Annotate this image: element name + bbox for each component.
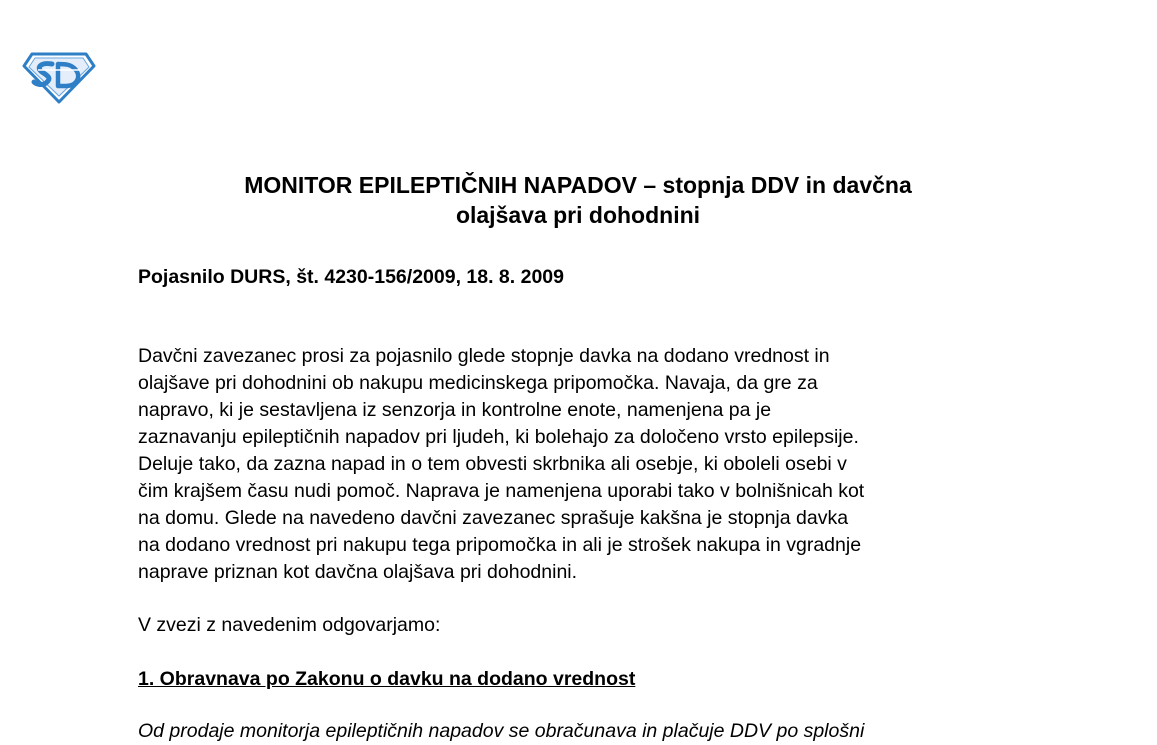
paragraph-line: olajšave pri dohodnini ob nakupu medicinskega pripomočka. Navaja, da gre za (138, 372, 818, 394)
response-intro: V zvezi z navedenim odgovarjamo: (138, 614, 441, 636)
company-logo (22, 50, 96, 104)
section-1-text: Od prodaje monitorja epileptičnih napadov se obračunava in plačuje DDV po splošni (138, 720, 865, 742)
paragraph-line: napravo, ki je sestavljena iz senzorja in kontrolne enote, namenjena pa je (138, 399, 772, 421)
paragraph-line: Deluje tako, da zazna napad in o tem obvesti skrbnika ali osebje, ki oboleli osebi v (138, 453, 847, 475)
paragraph-line: čim krajšem času nudi pomoč. Naprava je namenjena uporabi tako v bolnišnicah kot (138, 480, 865, 502)
section-1-heading: 1. Obravnava po Zakonu o davku na dodano vrednost (138, 668, 636, 690)
paragraph-line: zaznavanju epileptičnih napadov pri ljudeh, ki bolehajo za določeno vrsto epilepsije. (138, 426, 859, 448)
intro-paragraph (138, 343, 864, 586)
paragraph-line: naprave priznan kot davčna olajšava pri dohodnini. (138, 561, 578, 583)
reference-line: Pojasnilo DURS, št. 4230-156/2009, 18. 8. 2009 (138, 266, 564, 288)
paragraph-line: na dodano vrednost pri nakupu tega pripomočka in ali je strošek nakupa in vgradnje (138, 534, 862, 556)
title-line-1: MONITOR EPILEPTIČNIH NAPADOV – stopnja DDV in davčna (244, 172, 912, 198)
document-title (138, 170, 1018, 230)
title-line-2: olajšava pri dohodnini (455, 202, 701, 228)
paragraph-line: Davčni zavezanec prosi za pojasnilo glede stopnje davka na dodano vrednost in (138, 345, 830, 367)
sd-shield-logo-icon (22, 50, 96, 104)
paragraph-line: na domu. Glede na navedeno davčni zavezanec sprašuje kakšna je stopnja davka (138, 507, 849, 529)
